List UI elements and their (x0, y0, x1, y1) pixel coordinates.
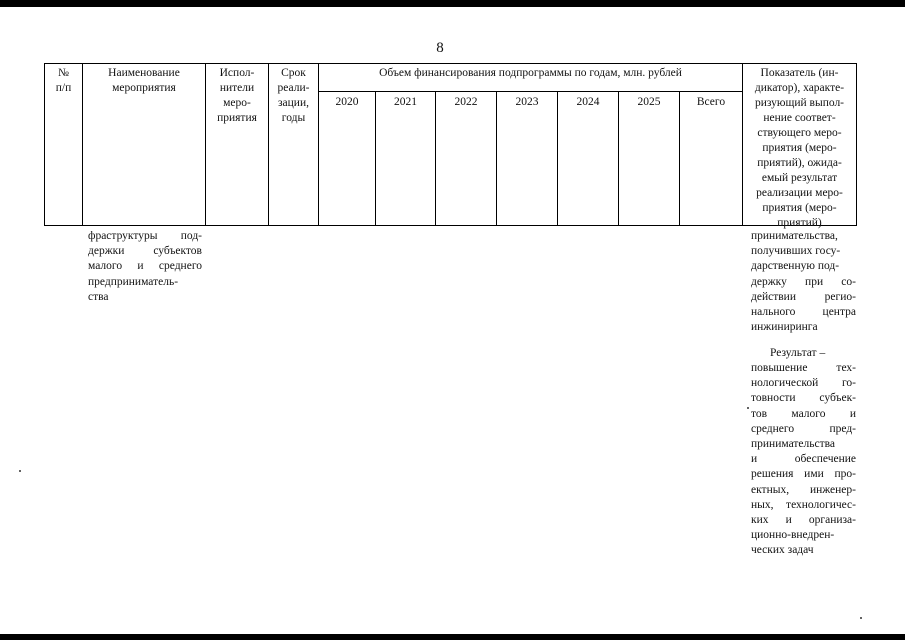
row-name-cell: фраструктуры под- держки субъектов малого и среднего предприниматель- ства (88, 230, 202, 303)
header-term: Срок реали- зации, годы (277, 67, 310, 124)
col-line (618, 91, 619, 226)
header-year-2021: 2021 (394, 96, 417, 108)
row-indicator-cell-2: повышение тех- нологической го- товности субъек- тов малого и среднего пред- принимательства и обеспечение решения ими про- ектных, инженер- ных, технологичес- ких и организа- ционно-внедрен- ческих задач (751, 362, 856, 557)
header-indicator: Показатель (ин- дикатор), характе- ризующий выпол- нение соответ- ствующего меро- приятия (меро- приятий), ожида- емый результат реализации меро- приятия (меро- приятий) (754, 67, 845, 229)
header-funding: Объем финансирования подпрограммы по годам, млн. рублей (379, 67, 682, 79)
col-line (679, 91, 680, 226)
scan-speck (860, 617, 862, 619)
header-total: Всего (696, 96, 726, 108)
result-heading: Результат – (770, 347, 826, 359)
header-year-2025: 2025 (637, 96, 661, 108)
col-line (435, 91, 436, 226)
header-year-2020: 2020 (335, 96, 359, 108)
row-indicator-cell-1: принимательства, получивших госу- дарственную под- держку при со- действии регио- нального центра инжиниринга (751, 230, 856, 334)
scan-speck (747, 407, 749, 409)
header-year-2023: 2023 (515, 96, 539, 108)
header-num: № п/п (55, 67, 72, 94)
header-year-2024: 2024 (576, 96, 600, 108)
col-line (375, 91, 376, 226)
scan-speck (19, 470, 21, 472)
bottom-border-bar (0, 634, 905, 640)
table-header-bottom-border (44, 225, 857, 226)
top-border-bar (0, 0, 905, 7)
header-executors: Испол- нители меро- приятия (217, 67, 257, 124)
page-number: 8 (436, 40, 444, 56)
header-year-2022: 2022 (454, 96, 478, 108)
col-line (496, 91, 497, 226)
header-name: Наименование мероприятия (108, 67, 180, 94)
col-line (557, 91, 558, 226)
table-top-border (44, 63, 857, 64)
table-right-border (856, 63, 857, 226)
col-line (318, 63, 319, 226)
